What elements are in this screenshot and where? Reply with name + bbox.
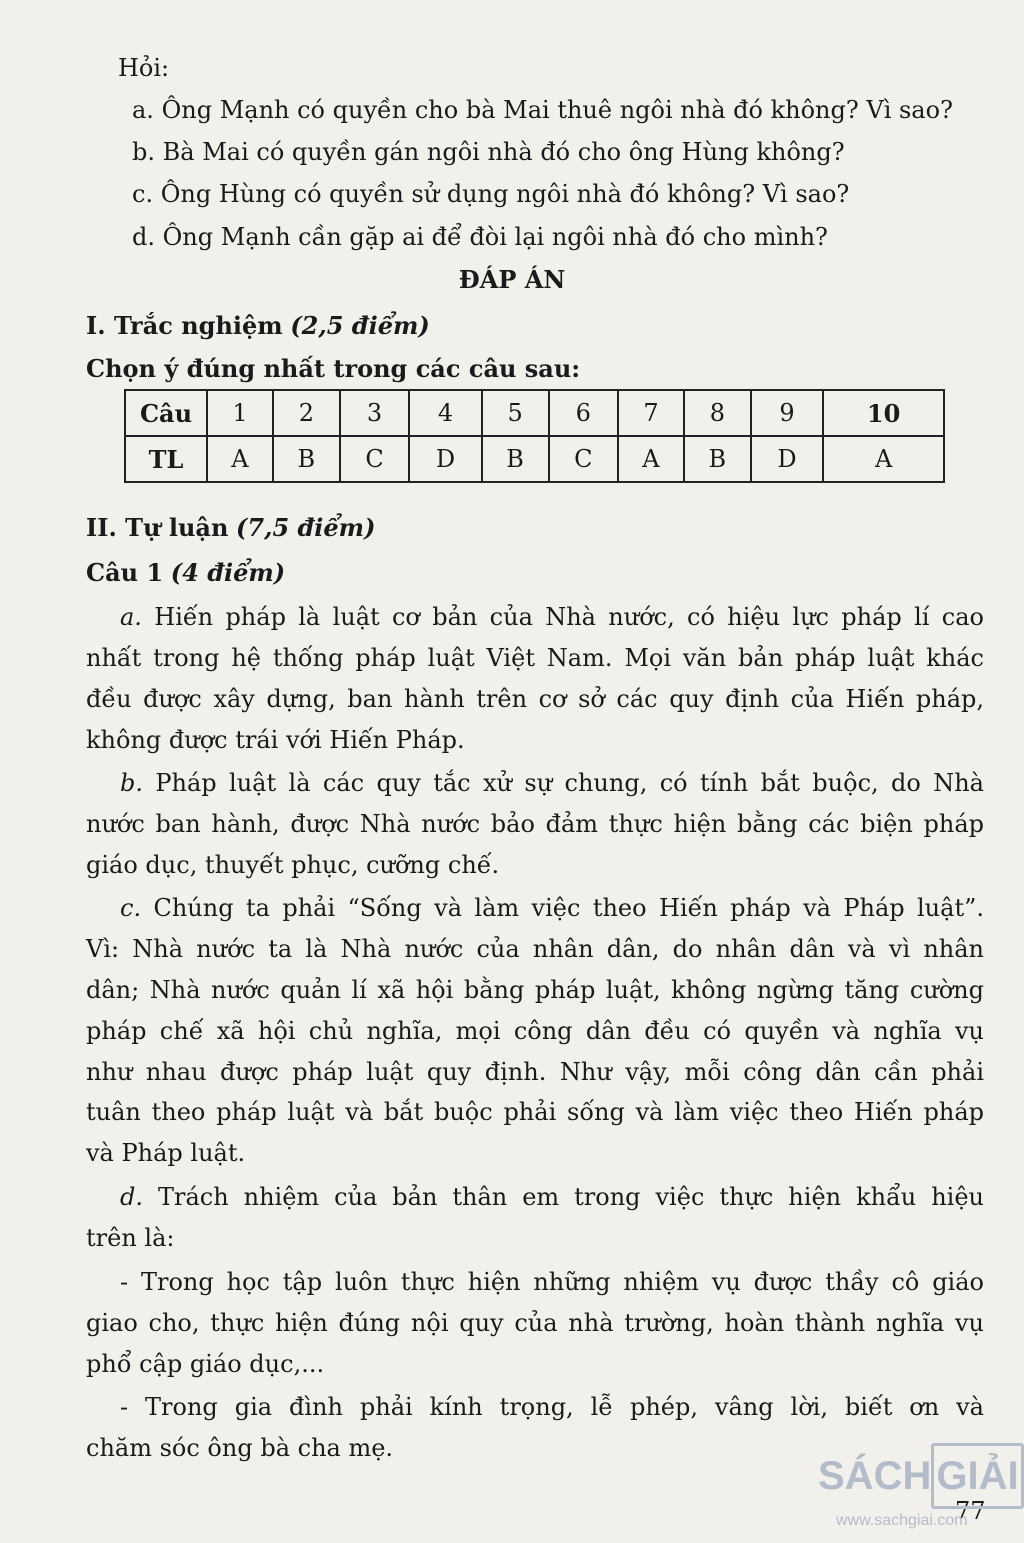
- table-cell-answer: A: [207, 436, 273, 482]
- para-c-line4: pháp chế xã hội chủ nghĩa, mọi công dân đều có quyền và nghĩa vụ: [86, 1017, 984, 1045]
- question-a: a. Ông Mạnh có quyền cho bà Mai thuê ngôi nhà đó không? Vì sao?: [132, 96, 953, 124]
- bullet2-line2: chăm sóc ông bà cha mẹ.: [86, 1434, 394, 1462]
- para-c-line6: tuân theo pháp luật và bắt buộc phải sống và làm việc theo Hiến pháp: [86, 1098, 984, 1126]
- para-d-line1: [120, 1182, 984, 1212]
- bullet1-line3: phổ cập giáo dục,...: [86, 1350, 325, 1378]
- table-cell-answer: D: [751, 436, 823, 482]
- answer-title: ĐÁP ÁN: [458, 265, 566, 294]
- para-c-line7: và Pháp luật.: [86, 1139, 246, 1167]
- para-d-marker: d.: [120, 1183, 143, 1211]
- table-cell-number: 2: [273, 390, 340, 436]
- para-a-line2: nhất trong hệ thống pháp luật Việt Nam. Mọi văn bản pháp luật khác: [86, 644, 984, 672]
- table-cell-number: 5: [482, 390, 549, 436]
- para-c-line2: Vì: Nhà nước ta là Nhà nước của nhân dân, do nhân dân và vì nhân: [86, 935, 984, 963]
- section1-points: (2,5 điểm): [290, 311, 430, 340]
- para-c-line1: [120, 893, 984, 923]
- para-c-line5: như nhau được pháp luật quy định. Như vậy, mỗi công dân cần phải: [86, 1058, 984, 1086]
- para-c-marker: c.: [120, 894, 142, 922]
- para-c-line3: dân; Nhà nước quản lí xã hội bằng pháp luật, không ngừng tăng cường: [86, 976, 984, 1004]
- table-cell-answer: B: [684, 436, 751, 482]
- table-cell-number: 4: [409, 390, 481, 436]
- bullet1-line2: giao cho, thực hiện đúng nội quy của nhà trường, hoàn thành nghĩa vụ: [86, 1309, 984, 1337]
- table-cell-number: 10: [823, 390, 944, 436]
- bullet1-line1: - Trong học tập luôn thực hiện những nhiệm vụ được thầy cô giáo: [120, 1268, 984, 1296]
- table-cell-answer: C: [549, 436, 618, 482]
- table-header-cau: Câu: [125, 390, 207, 436]
- para-a-marker: a.: [120, 603, 142, 631]
- table-cell-answer: A: [618, 436, 684, 482]
- para-b-marker: b.: [120, 769, 143, 797]
- question1-points: (4 điểm): [170, 558, 286, 587]
- para-a-line1: [120, 602, 984, 632]
- section1-heading: [86, 311, 430, 341]
- table-cell-answer: A: [823, 436, 944, 482]
- para-a-text1: Hiến pháp là luật cơ bản của Nhà nước, có hiệu lực pháp lí cao: [154, 603, 985, 631]
- table-cell-answer: D: [409, 436, 481, 482]
- section2-title: II. Tự luận: [86, 513, 229, 542]
- para-d-text1: Trách nhiệm của bản thân em trong việc thực hiện khẩu hiệu: [157, 1183, 984, 1211]
- section2-points: (7,5 điểm): [236, 513, 376, 542]
- section1-title: I. Trắc nghiệm: [86, 311, 283, 340]
- table-header-tl: TL: [125, 436, 207, 482]
- table-cell-number: 1: [207, 390, 273, 436]
- table-cell-number: 7: [618, 390, 684, 436]
- section2-heading: [86, 513, 375, 543]
- watermark-brand-right: GIẢI: [931, 1443, 1023, 1509]
- answer-table: [124, 389, 945, 483]
- watermark-brand-left: SÁCH: [818, 1454, 932, 1498]
- table-cell-answer: C: [340, 436, 409, 482]
- table-cell-number: 9: [751, 390, 823, 436]
- table-cell-number: 8: [684, 390, 751, 436]
- page-number: 77: [955, 1497, 986, 1525]
- question-c: c. Ông Hùng có quyền sử dụng ngôi nhà đó không? Vì sao?: [132, 180, 850, 208]
- table-cell-number: 3: [340, 390, 409, 436]
- questions-label: Hỏi:: [118, 54, 170, 82]
- para-b-text1: Pháp luật là các quy tắc xử sự chung, có tính bắt buộc, do Nhà: [155, 769, 984, 797]
- para-b-line3: giáo dục, thuyết phục, cưỡng chế.: [86, 851, 500, 879]
- question1-heading: [86, 558, 285, 588]
- question-b: b. Bà Mai có quyền gán ngôi nhà đó cho ông Hùng không?: [132, 138, 845, 166]
- table-row-numbers: [125, 390, 944, 436]
- table-cell-answer: B: [273, 436, 340, 482]
- para-b-line1: [120, 768, 984, 798]
- table-row-answers: [125, 436, 944, 482]
- question1-label: Câu 1: [86, 558, 164, 587]
- table-cell-answer: B: [482, 436, 549, 482]
- para-a-line4: không được trái với Hiến Pháp.: [86, 726, 465, 754]
- bullet2-line1: - Trong gia đình phải kính trọng, lễ phép, vâng lời, biết ơn và: [120, 1393, 984, 1421]
- question-d: d. Ông Mạnh cần gặp ai để đòi lại ngôi nhà đó cho mình?: [132, 223, 828, 251]
- para-d-line2: trên là:: [86, 1224, 175, 1252]
- para-b-line2: nước ban hành, được Nhà nước bảo đảm thực hiện bằng các biện pháp: [86, 810, 984, 838]
- para-a-line3: đều được xây dựng, ban hành trên cơ sở các quy định của Hiến pháp,: [86, 685, 984, 713]
- table-cell-number: 6: [549, 390, 618, 436]
- para-c-text1: Chúng ta phải “Sống và làm việc theo Hiến pháp và Pháp luật”.: [153, 894, 984, 922]
- section1-instruction: Chọn ý đúng nhất trong các câu sau:: [86, 354, 581, 383]
- watermark-logo: [818, 1443, 1024, 1509]
- watermark-url: www.sachgiai.com: [836, 1512, 968, 1529]
